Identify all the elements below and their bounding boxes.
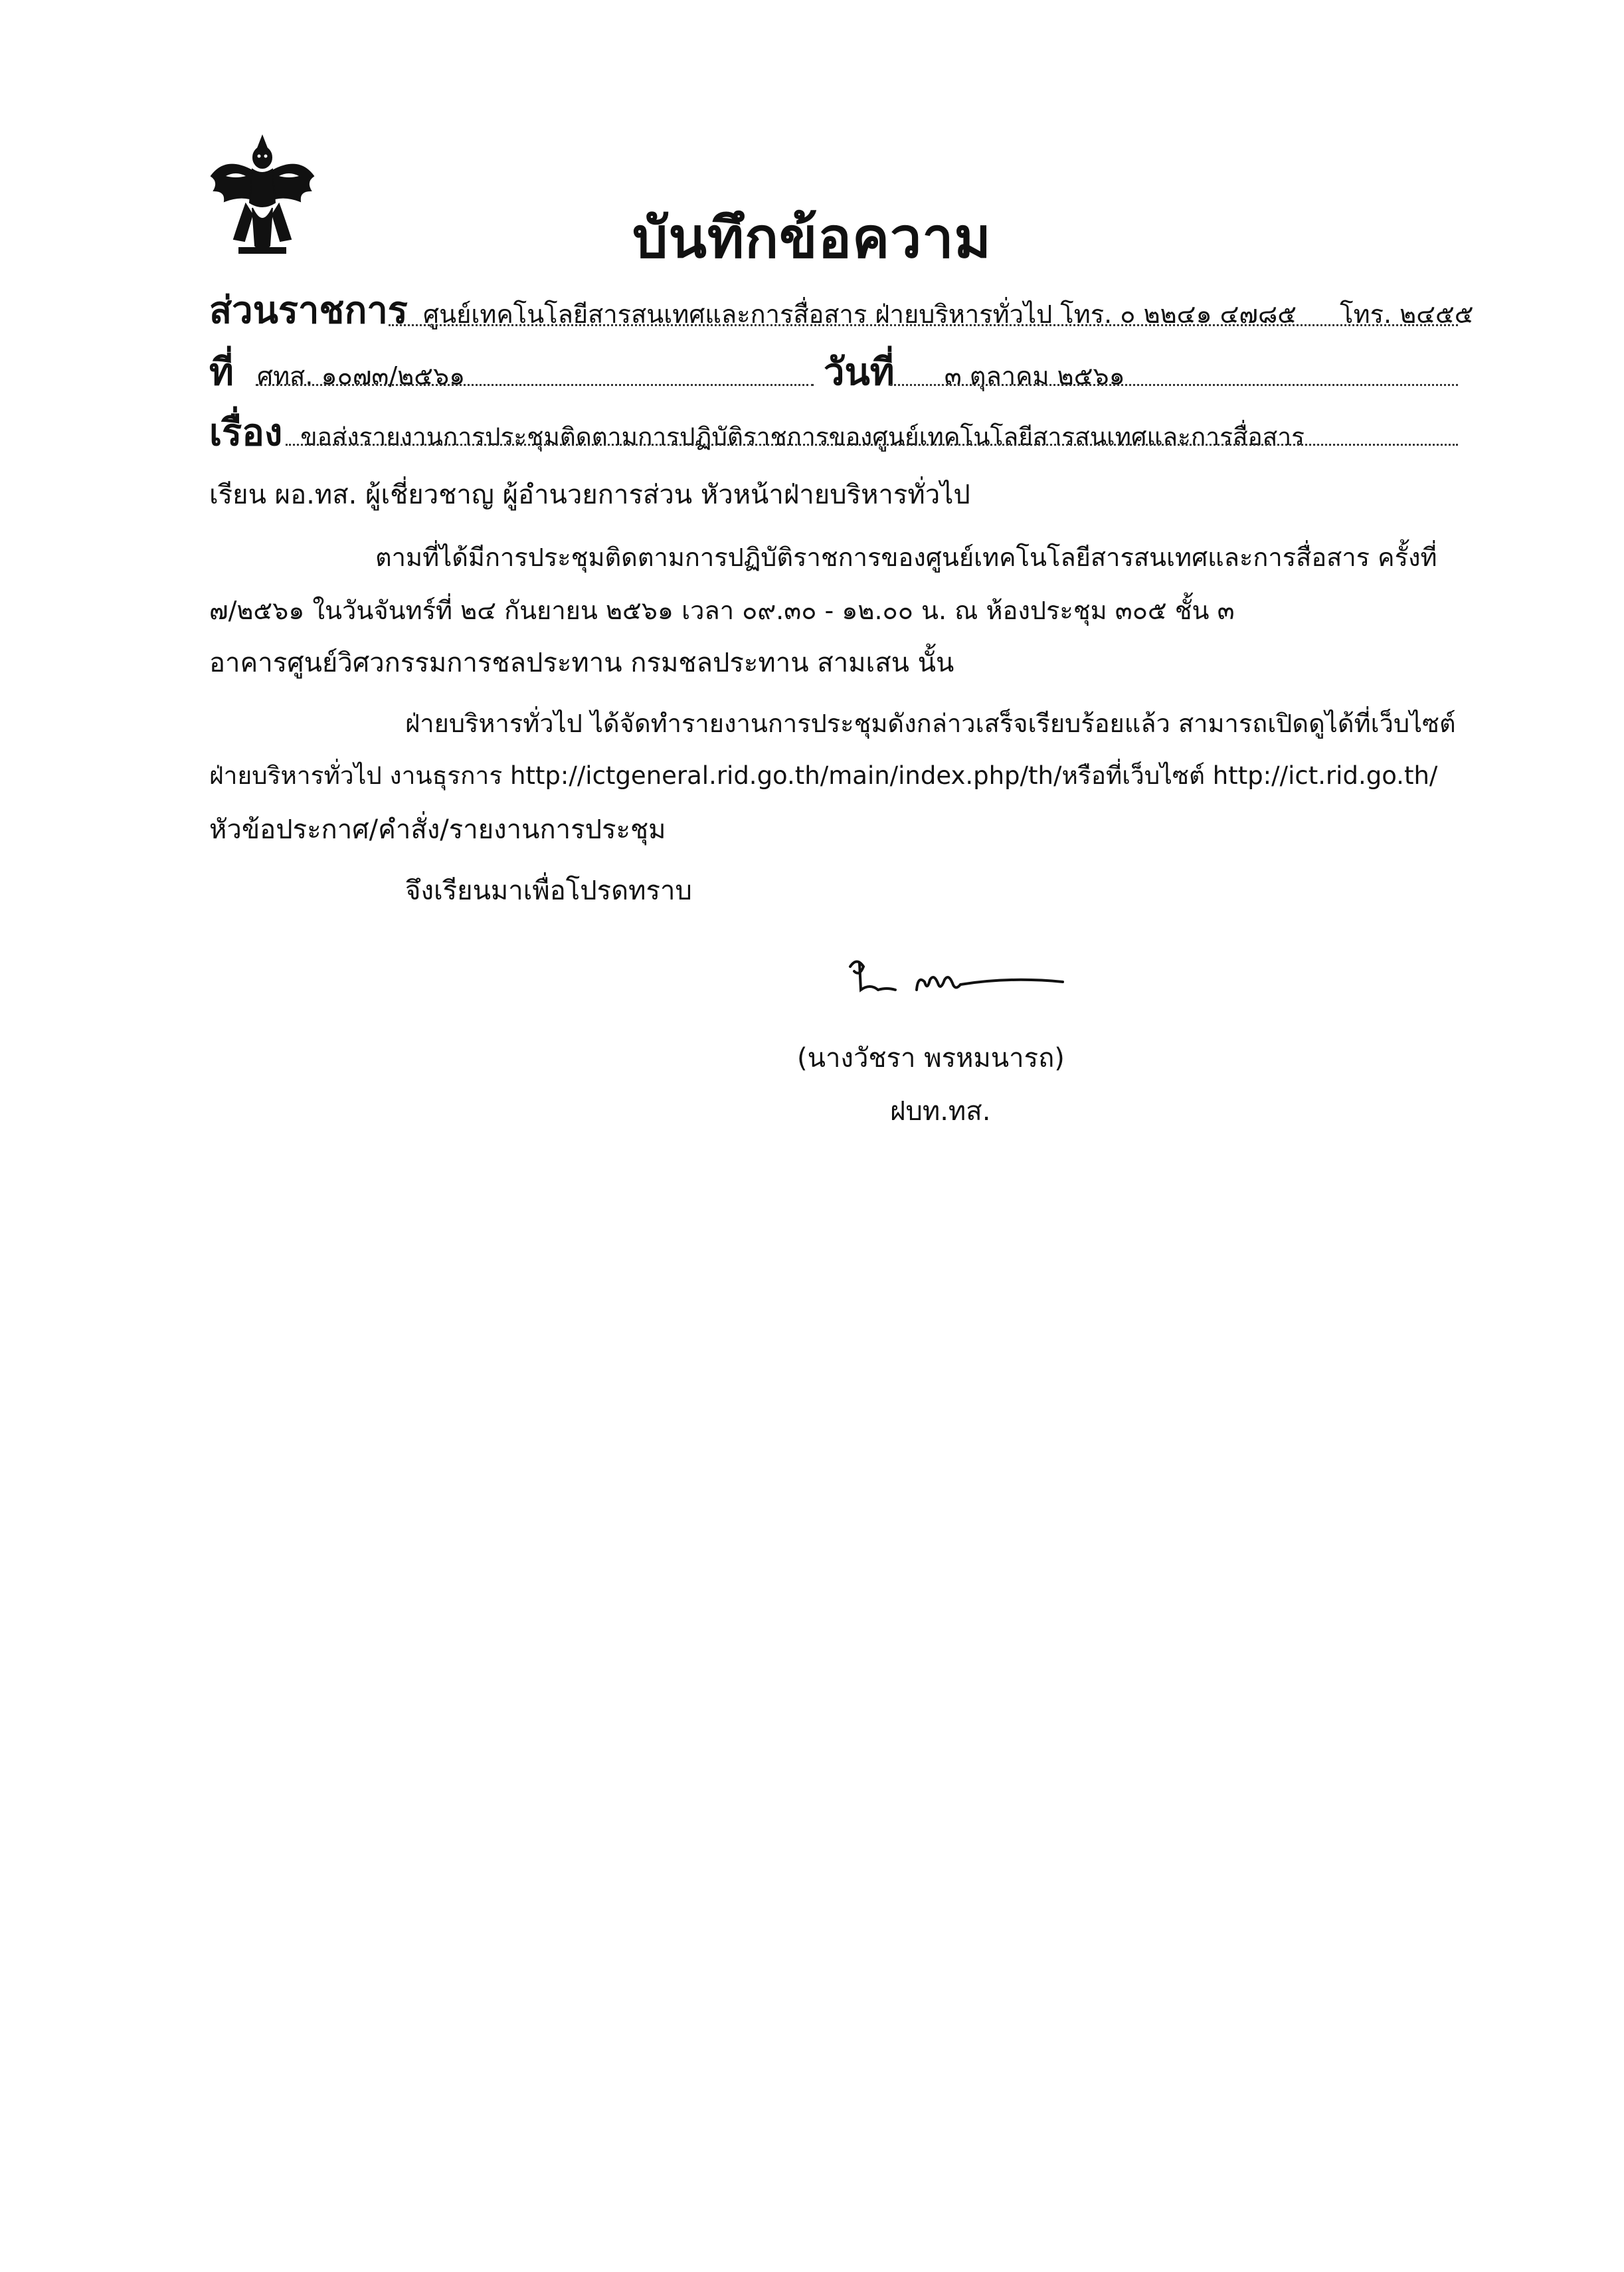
paragraph-2-line-2: ฝ่ายบริหารทั่วไป งานธุรการ http://ictgeneral.rid.go.th/main/index.php/th/หรือที่เว็บไซต์ http://ict.rid.go.th/ xyxy=(209,761,1438,790)
date-label: วันที่ xyxy=(824,351,895,394)
date-underline xyxy=(890,384,1458,386)
paragraph-2-line-3: หัวข้อประกาศ/คำสั่ง/รายงานการประชุม xyxy=(209,814,666,845)
date-value: ๓ ตุลาคม ๒๕๖๑ xyxy=(944,361,1125,391)
paragraph-1-line-2: ๗/๒๕๖๑ ในวันจันทร์ที่ ๒๔ กันยายน ๒๕๖๑ เวลา ๐๙.๓๐ - ๑๒.๐๐ น. ณ ห้องประชุม ๓๐๕ ชั้น ๓ xyxy=(209,596,1235,625)
subject-underline xyxy=(286,444,1458,446)
paragraph-2-line-1: ฝ่ายบริหารทั่วไป ได้จัดทำรายงานการประชุมดังกล่าวเสร็จเรียบร้อยแล้ว สามารถเปิดดูได้ที่เว็บไซต์ xyxy=(405,709,1456,738)
ref-label: ที่ xyxy=(209,351,234,394)
handwritten-signature xyxy=(837,943,1076,1003)
paragraph-1-line-1: ตามที่ได้มีการประชุมติดตามการปฏิบัติราชการของศูนย์เทคโนโลยีสารสนเทศและการสื่อสาร ครั้งที่ xyxy=(375,543,1437,572)
memo-title: บันทึกข้อความ xyxy=(632,205,992,270)
ref-value: ศทส. ๑๐๗๓/๒๕๖๑ xyxy=(257,361,466,391)
agency-value: ศูนย์เทคโนโลยีสารสนเทศและการสื่อสาร ฝ่ายบริหารทั่วไป โทร. ๐ ๒๒๔๑ ๔๗๘๕ xyxy=(422,300,1297,329)
subject-value: ขอส่งรายงานการประชุมติดตามการปฏิบัติราชการของศูนย์เทคโนโลยีสารสนเทศและการสื่อสาร xyxy=(300,423,1305,451)
subject-row xyxy=(209,403,1305,462)
signatory-position: ฝบท.ทส. xyxy=(890,1096,991,1127)
subject-label: เรื่อง xyxy=(209,411,283,454)
paragraph-1-line-3: อาคารศูนย์วิศวกรรมการชลประทาน กรมชลประทาน สามเสน นั้น xyxy=(209,648,954,678)
ref-row xyxy=(209,342,465,401)
agency-label: ส่วนราชการ xyxy=(209,289,408,332)
ref-underline xyxy=(256,384,814,386)
salutation: เรียน ผอ.ทส. ผู้เชี่ยวชาญ ผู้อำนวยการส่วน หัวหน้าฝ่ายบริหารทั่วไป xyxy=(209,480,970,510)
agency-phone: โทร. ๒๔๕๕ xyxy=(1340,300,1474,329)
agency-row xyxy=(209,280,1474,339)
date-row xyxy=(824,342,1125,401)
signatory-name: (นางวัชรา พรหมนารถ) xyxy=(797,1043,1065,1074)
closing-line: จึงเรียนมาเพื่อโปรดทราบ xyxy=(405,876,692,906)
agency-underline xyxy=(389,324,1458,326)
